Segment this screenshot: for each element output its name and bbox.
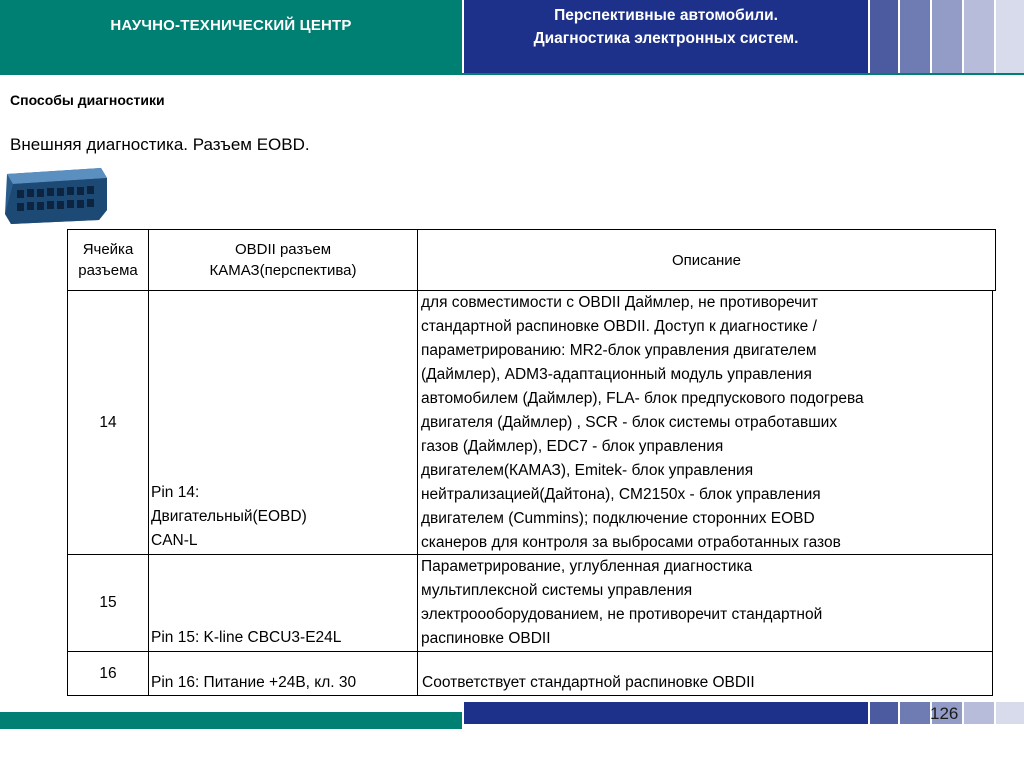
table-row-15-cell: 15 <box>67 554 149 652</box>
table-row-16-cell: 16 <box>67 651 149 696</box>
header-right-band <box>464 0 868 73</box>
page-number: 126 <box>930 704 959 723</box>
table-row-16-pin: Pin 16: Питание +24В, кл. 30 <box>148 651 418 696</box>
header-divider <box>0 73 1024 75</box>
header-deco-block <box>900 0 930 73</box>
column-header-connector: OBDII разъем КАМАЗ(перспектива) <box>148 229 418 291</box>
section-title: Способы диагностики <box>10 92 165 108</box>
table-row-15-description: Параметрирование, углубленная диагностика мультиплексной системы управления электроооборудованием, не противоречит стандартной распиновке OBDII <box>417 554 993 652</box>
header-deco-block <box>870 0 898 73</box>
header-left-band <box>0 0 462 73</box>
table-row-16-description: Соответствует стандартной распиновке OBDII <box>417 651 993 696</box>
footer-left-band <box>0 712 462 729</box>
header-deco-block <box>932 0 962 73</box>
table-row-14-cell: 14 <box>67 290 149 555</box>
table-row-15-pin: Pin 15: K-line CBCU3-E24L <box>148 554 418 652</box>
organization-title: НАУЧНО-ТЕХНИЧЕСКИЙ ЦЕНТР <box>110 17 352 34</box>
footer-deco-block <box>900 702 930 724</box>
footer-deco-block <box>996 702 1024 724</box>
table-row-14-description: для совместимости с OBDII Даймлер, не противоречит стандартной распиновке OBDII. Доступ к диагностике / параметрированию: MR2-блок управления двигателем (Даймлер), ADM3-адаптационный модуль управления автомобилем (Даймлер), FLA- блок предпускового подогрева двигателя (Даймлер) , SCR - блок системы отработавших газов (Даймлер), EDC7 - блок управления двигателем(КАМАЗ), Emitek- блок управления нейтрализацией(Дайтона), CM2150x - блок управления двигателем (Cummins); подключение сторонних EOBD сканеров для контроля за выбросами отработанных газов <box>417 290 993 555</box>
column-header-description: Описание <box>417 229 996 291</box>
column-header-cell: Ячейка разъема <box>67 229 149 291</box>
header-deco-block <box>964 0 994 73</box>
intro-text: Внешняя диагностика. Разъем EOBD. <box>10 135 310 154</box>
footer-deco-block <box>870 702 898 724</box>
presentation-title: Перспективные автомобили. Диагностика электронных систем. <box>533 7 799 47</box>
table-row-14-pin: Pin 14: Двигательный(EOBD) CAN-L <box>148 290 418 555</box>
obd-connector-image <box>3 166 111 228</box>
footer-deco-block <box>964 702 994 724</box>
header-deco-block <box>996 0 1024 73</box>
footer-right-band <box>464 702 868 724</box>
